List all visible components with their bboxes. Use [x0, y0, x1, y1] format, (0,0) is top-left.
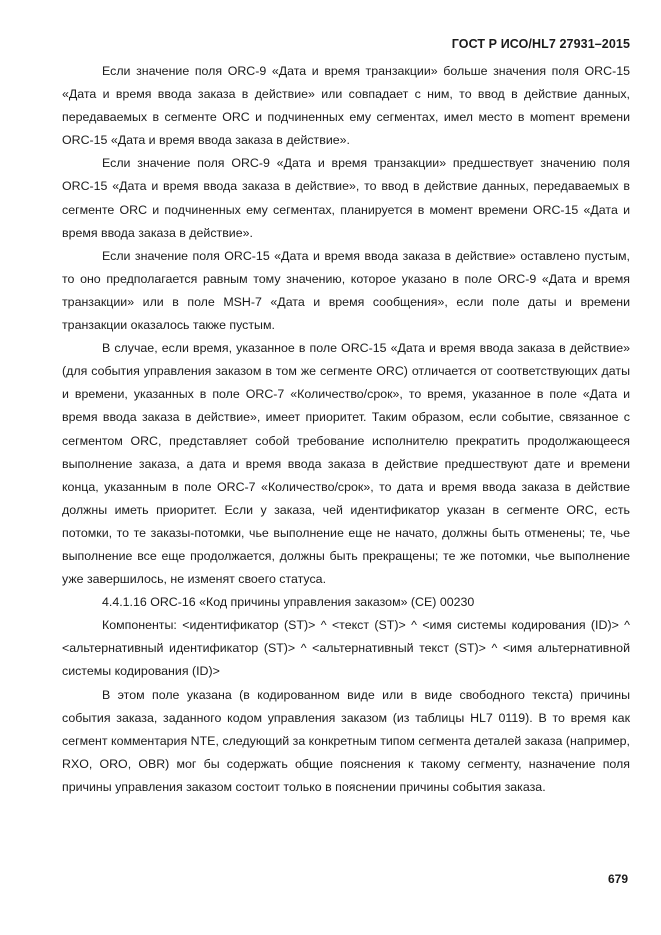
- paragraph-orc15-empty: Если значение поля ORC-15 «Дата и время ввода заказа в действие» оставлено пустым, то оно предполагается равным тому значению, которое указано в поле ORC-9 «Дата и время транзакции» или в поле MSH-7 «Дата и время сообщения», если поле даты и времени транзакции оказалось также пустым.: [62, 248, 630, 333]
- document-body: [62, 60, 630, 799]
- paragraph-orc9-greater: Если значение поля ORC-9 «Дата и время транзакции» больше значения поля ORC-15 «Дата и время ввода заказа в действие» или совпадает с ним, то ввод в действие данных, передаваемых в сегменте ORC и подчиненных ему сегментах, имел место в моmент времени ORC-15 «Дата и время ввода заказа в действие».: [62, 64, 630, 148]
- page-number: 679: [607, 872, 628, 886]
- paragraph-components: Компоненты: <идентификатор (ST)> ^ <текст (ST)> ^ <имя системы кодирования (ID)> ^ <альтернативный идентификатор (ST)> ^ <альтернативный текст (ST)> ^ <имя альтернативной системы кодирования (ID)>: [62, 618, 630, 679]
- paragraph-orc16-description: В этом поле указана (в кодированном виде или в виде свободного текста) причины события заказа, заданного кодом управления заказом (из таблицы HL7 0119). В то время как сегмент комментария NTE, следующий за конкретным типом сегмента деталей заказа (например, RXO, ORO, OBR) мог бы содержать общие пояснения к такому сегменту, назначение поля причины управления заказом состоит только в пояснении причины события заказа.: [62, 687, 630, 794]
- document-header: ГОСТ Р ИСО/HL7 27931–2015: [451, 37, 630, 51]
- paragraph-priority: В случае, если время, указанное в поле ORC-15 «Дата и время ввода заказа в действие» (для события управления заказом в том же сегменте ORC) отличается от соответствующих даты и времени, указанных в поле ORC-7 «Количество/срок», то время, указанное в поле «Дата и время ввода заказа в действие», имеет приоритет. Таким образом, если событие, связанное с сегментом ORC, представляет собой требование исполнителю прекратить продолжающееся выполнение заказа, а дата и время ввода заказа в действие предшествуют дате и времени конца, указанным в поле ORC-7 «Количество/срок», то дата и время ввода заказа в действие должны иметь приоритет. Если у заказа, чей идентификатор указан в сегменте ORC, есть потомки, то те заказы-потомки, чье выполнение еще не начато, должны быть отменены; те, чье выполнение все еще продолжается, должны быть прекращены; те же потомки, чье выполнение уже завершилось, не изменят своего статуса.: [62, 341, 630, 587]
- paragraph-orc9-precedes: Если значение поля ORC-9 «Дата и время транзакции» предшествует значению поля ORC-15 «Дата и время ввода заказа в действие», то ввод в действие данных, передаваемых в сегменте ORC и подчиненных ему сегментах, планируется в момент времени ORC-15 «Дата и время ввода заказа в действие».: [62, 156, 630, 240]
- section-heading-orc16: 4.4.1.16 ORC-16 «Код причины управления заказом» (CE) 00230: [102, 595, 475, 610]
